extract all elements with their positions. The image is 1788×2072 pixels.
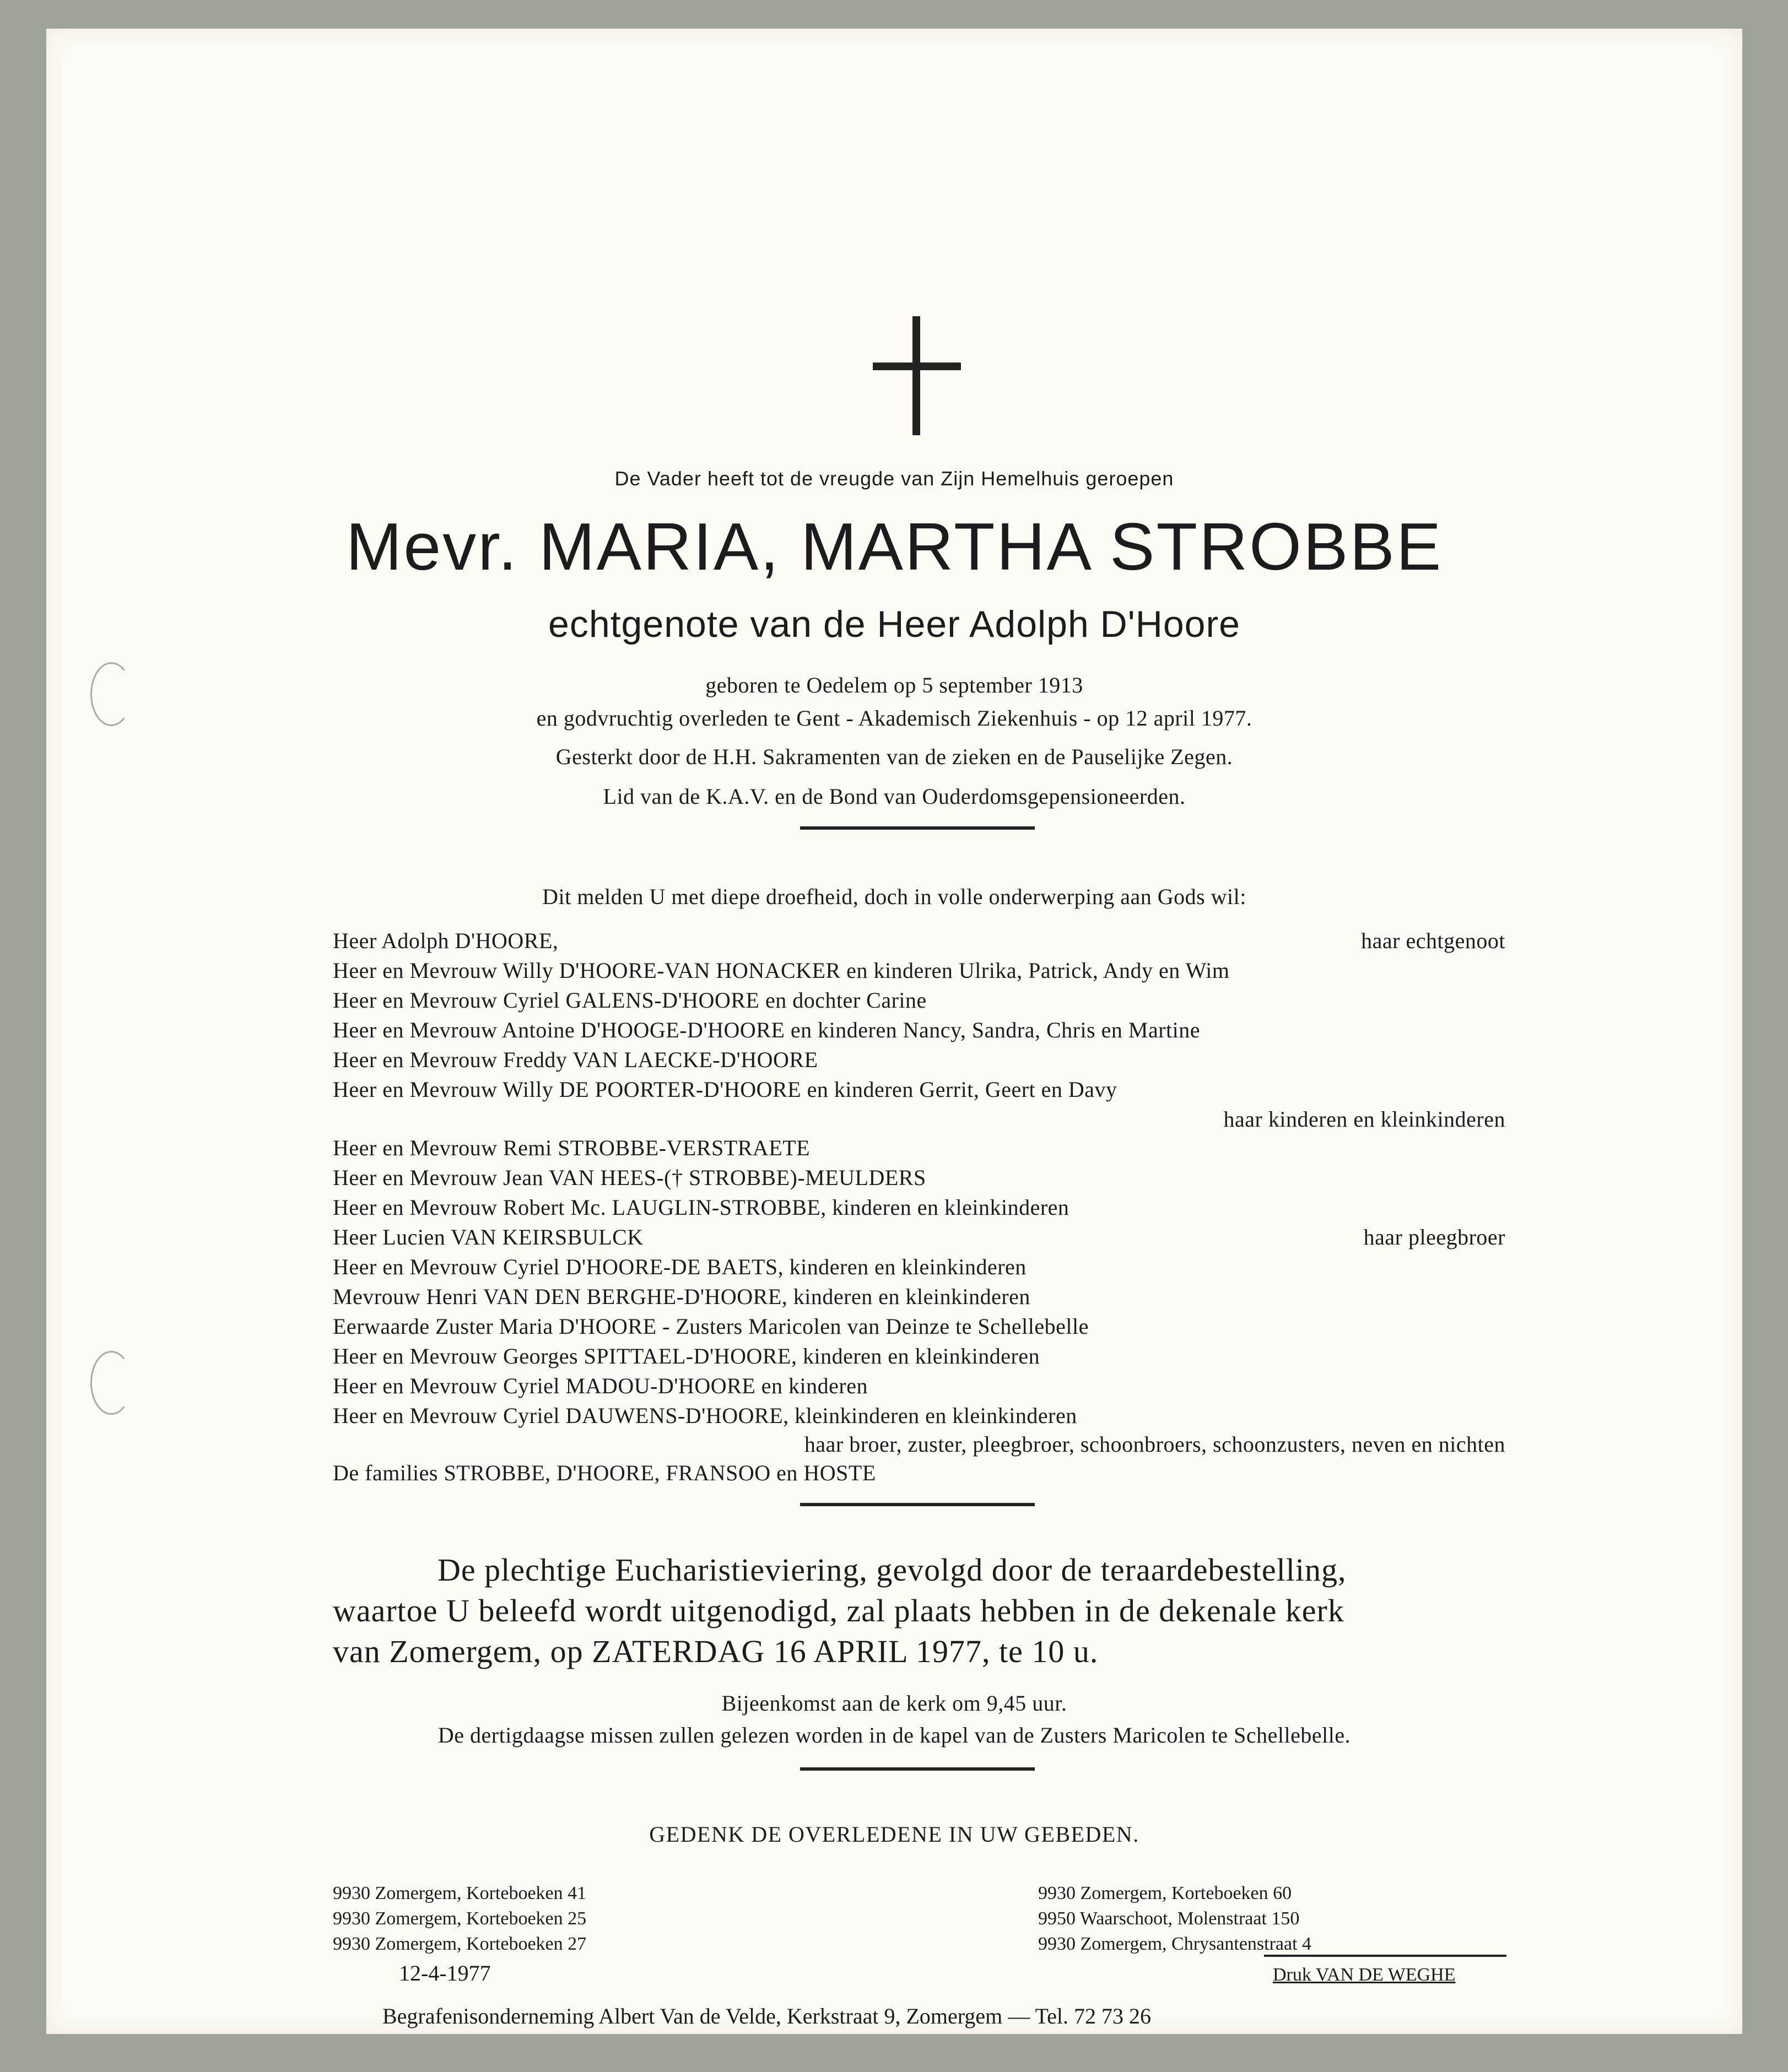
divider-1 [800,826,1035,830]
family-line: Heer en Mevrouw Robert Mc. LAUGLIN-STROBBE, kinderen en kleinkinderen [333,1195,1069,1220]
family-line: Heer Adolph D'HOORE, [333,928,559,953]
family-line: Eerwaarde Zuster Maria D'HOORE - Zusters Maricolen van Deinze te Schellebelle [333,1314,1089,1339]
relation-label: haar broer, zuster, pleegbroer, schoonbroers, schoonzusters, neven en nichten [804,1432,1505,1457]
ceremony-line-1: De plechtige Eucharistieviering, gevolgd door de teraardebestelling, [437,1552,1347,1588]
divider-2 [800,1503,1035,1506]
family-line: Heer en Mevrouw Cyriel MADOU-D'HOORE en kinderen [333,1373,868,1398]
family-line: De families STROBBE, D'HOORE, FRANSOO en HOSTE [333,1460,876,1485]
relation-label: haar kinderen en kleinkinderen [1223,1107,1505,1132]
detail-sacraments: Gesterkt door de H.H. Sakramenten van de zieken en de Pauselijke Zegen. [555,744,1233,769]
announcement-text: Dit melden U met diepe droefheid, doch in volle onderwerping aan Gods wil: [542,884,1246,909]
meeting-time: Bijeenkomst aan de kerk om 9,45 uur. [721,1691,1067,1716]
family-line: Heer en Mevrouw Cyriel D'HOORE-DE BAETS, kinderen en kleinkinderen [333,1254,1027,1279]
family-line: Heer en Mevrouw Remi STROBBE-VERSTRAETE [333,1135,811,1160]
intro-text: De Vader heeft tot de vreugde van Zijn Hemelhuis geroepen [614,467,1174,490]
address-left: 9930 Zomergem, Korteboeken 25 [333,1908,587,1929]
deceased-name: Mevr. MARIA, MARTHA STROBBE [345,509,1443,584]
detail-membership: Lid van de K.A.V. en de Bond van Ouderdomsgepensioneerden. [603,784,1186,809]
ceremony-line-3: van Zomergem, op ZATERDAG 16 APRIL 1977, te 10 u. [333,1633,1099,1669]
mourning-card [46,29,1742,2034]
family-line: Heer en Mevrouw Cyriel DAUWENS-D'HOORE, kleinkinderen en kleinkinderen [333,1403,1077,1428]
address-left: 9930 Zomergem, Korteboeken 41 [333,1883,587,1903]
detail-death: en godvruchtig overleden te Gent - Akademisch Ziekenhuis - op 12 april 1977. [536,706,1252,731]
address-left: 9930 Zomergem, Korteboeken 27 [333,1934,587,1954]
spouse-line: echtgenote van de Heer Adolph D'Hoore [548,603,1240,645]
cross-vertical-bar [912,316,920,435]
masses-info: De dertigdaagse missen zullen gelezen worden in de kapel van de Zusters Maricolen te Schellebelle. [437,1723,1351,1748]
ceremony-line-2: waartoe U beleefd wordt uitgenodigd, zal plaats hebben in de dekenale kerk [333,1593,1344,1629]
print-date: 12-4-1977 [399,1961,491,1986]
family-line: Heer en Mevrouw Cyriel GALENS-D'HOORE en dochter Carine [333,988,927,1013]
family-line: Heer Lucien VAN KEIRSBULCK [333,1225,644,1249]
address-right: 9930 Zomergem, Chrysantenstraat 4 [1038,1934,1312,1954]
detail-birth: geboren te Oedelem op 5 september 1913 [705,673,1083,697]
family-line: Heer en Mevrouw Jean VAN HEES-(† STROBBE)-MEULDERS [333,1165,926,1190]
relation-label: haar echtgenoot [1361,928,1505,953]
punch-hole-bottom [90,1351,132,1415]
family-line: Mevrouw Henri VAN DEN BERGHE-D'HOORE, kinderen en kleinkinderen [333,1284,1030,1309]
printer-credit: Druk VAN DE WEGHE [1273,1965,1456,1985]
address-right: 9950 Waarschoot, Molenstraat 150 [1038,1908,1300,1929]
family-line: Heer en Mevrouw Georges SPITTAEL-D'HOORE, kinderen en kleinkinderen [333,1344,1040,1368]
divider-3 [800,1767,1035,1771]
undertaker-info: Begrafenisonderneming Albert Van de Velde, Kerkstraat 9, Zomergem — Tel. 72 73 26 [382,2004,1152,2028]
address-right: 9930 Zomergem, Korteboeken 60 [1038,1883,1292,1903]
family-line: Heer en Mevrouw Freddy VAN LAECKE-D'HOORE [333,1047,818,1072]
family-line: Heer en Mevrouw Willy DE POORTER-D'HOORE en kinderen Gerrit, Geert en Davy [333,1077,1117,1102]
family-line: Heer en Mevrouw Willy D'HOORE-VAN HONACKER en kinderen Ulrika, Patrick, Andy en Wim [333,958,1230,983]
cross-horizontal-bar [873,363,961,370]
printer-rule [1264,1955,1506,1957]
remember-text: GEDENK DE OVERLEDENE IN UW GEBEDEN. [649,1822,1139,1847]
relation-label: haar pleegbroer [1363,1225,1505,1249]
family-line: Heer en Mevrouw Antoine D'HOOGE-D'HOORE en kinderen Nancy, Sandra, Chris en Martine [333,1018,1201,1042]
